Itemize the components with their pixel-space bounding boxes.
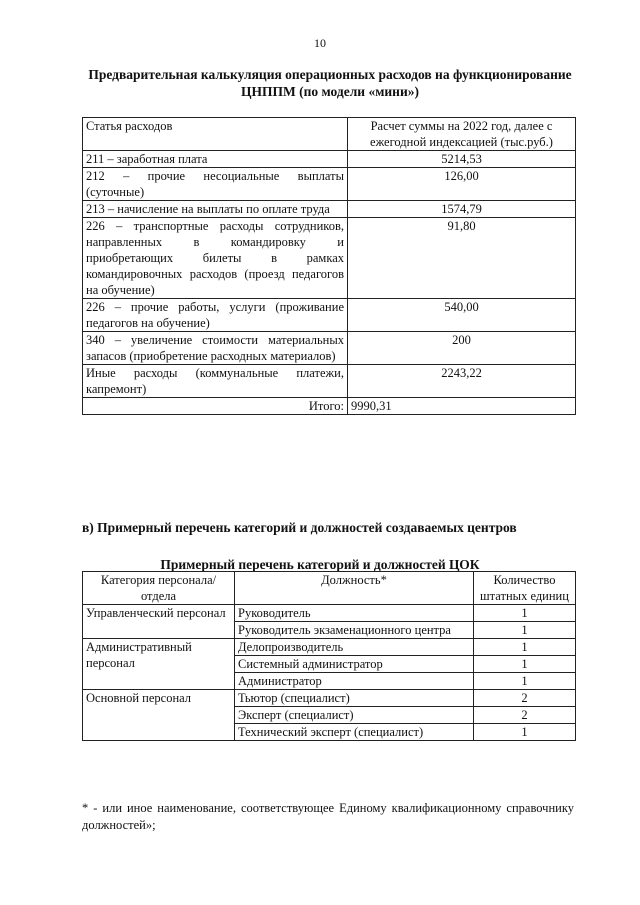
expense-amount: 540,00 bbox=[348, 299, 576, 332]
count-cell: 1 bbox=[474, 605, 576, 622]
count-cell: 1 bbox=[474, 656, 576, 673]
expenses-table bbox=[82, 117, 576, 415]
table-row bbox=[83, 168, 576, 201]
table-header-row bbox=[83, 118, 576, 151]
expense-amount: 91,80 bbox=[348, 218, 576, 299]
page-number: 10 bbox=[314, 36, 326, 50]
table-row bbox=[83, 605, 576, 622]
expense-item: 213 – начисление на выплаты по оплате труда bbox=[83, 201, 348, 218]
count-cell: 2 bbox=[474, 707, 576, 724]
positions-title: Примерный перечень категорий и должностей ЦОК bbox=[160, 557, 480, 572]
position-cell: Технический эксперт (специалист) bbox=[235, 724, 474, 741]
table-row bbox=[83, 332, 576, 365]
category-cell: Основной персонал bbox=[83, 690, 235, 741]
expense-amount: 200 bbox=[348, 332, 576, 365]
expense-amount: 5214,53 bbox=[348, 151, 576, 168]
expense-amount: 2243,22 bbox=[348, 365, 576, 398]
position-cell: Эксперт (специалист) bbox=[235, 707, 474, 724]
position-cell: Делопроизводитель bbox=[235, 639, 474, 656]
column-header-item: Статья расходов bbox=[83, 118, 348, 151]
expense-amount: 126,00 bbox=[348, 168, 576, 201]
expense-amount: 1574,79 bbox=[348, 201, 576, 218]
position-cell: Тьютор (специалист) bbox=[235, 690, 474, 707]
footnote: * - или иное наименование, соответствующее Единому квалификационному справочнику должностей»; bbox=[82, 801, 574, 832]
total-label: Итого: bbox=[83, 398, 348, 415]
calculation-title: Предварительная калькуляция операционных расходов на функционирование ЦНППМ (по модели «мини») bbox=[88, 67, 572, 99]
column-header-amount: Расчет суммы на 2022 год, далее с ежегодной индексацией (тыс.руб.) bbox=[348, 118, 576, 151]
position-cell: Администратор bbox=[235, 673, 474, 690]
column-header-count: Количество штатных единиц bbox=[474, 572, 576, 605]
table-row bbox=[83, 365, 576, 398]
column-header-position: Должность* bbox=[235, 572, 474, 605]
expense-item: Иные расходы (коммунальные платежи, капремонт) bbox=[83, 365, 348, 398]
position-cell: Системный администратор bbox=[235, 656, 474, 673]
table-row bbox=[83, 299, 576, 332]
count-cell: 1 bbox=[474, 639, 576, 656]
table-row bbox=[83, 201, 576, 218]
expense-item: 211 – заработная плата bbox=[83, 151, 348, 168]
table-row bbox=[83, 218, 576, 299]
category-cell: Административный персонал bbox=[83, 639, 235, 690]
count-cell: 1 bbox=[474, 724, 576, 741]
expense-item: 340 – увеличение стоимости материальных запасов (приобретение расходных материалов) bbox=[83, 332, 348, 365]
expense-item: 226 – транспортные расходы сотрудников, направленных в командировку и приобретающих билеты в рамках командировочных расходов (проезд педагогов на обучение) bbox=[83, 218, 348, 299]
expense-item: 212 – прочие несоциальные выплаты (суточные) bbox=[83, 168, 348, 201]
table-row bbox=[83, 639, 576, 656]
table-row bbox=[83, 151, 576, 168]
count-cell: 1 bbox=[474, 673, 576, 690]
section-b-heading: в) Примерный перечень категорий и должностей создаваемых центров bbox=[82, 520, 517, 535]
position-cell: Руководитель bbox=[235, 605, 474, 622]
category-cell: Управленческий персонал bbox=[83, 605, 235, 639]
count-cell: 2 bbox=[474, 690, 576, 707]
positions-table bbox=[82, 571, 576, 741]
table-row bbox=[83, 690, 576, 707]
count-cell: 1 bbox=[474, 622, 576, 639]
total-row bbox=[83, 398, 576, 415]
position-cell: Руководитель экзаменационного центра bbox=[235, 622, 474, 639]
column-header-category: Категория персонала/отдела bbox=[83, 572, 235, 605]
expense-item: 226 – прочие работы, услуги (проживание педагогов на обучение) bbox=[83, 299, 348, 332]
table-header-row bbox=[83, 572, 576, 605]
total-value: 9990,31 bbox=[348, 398, 576, 415]
